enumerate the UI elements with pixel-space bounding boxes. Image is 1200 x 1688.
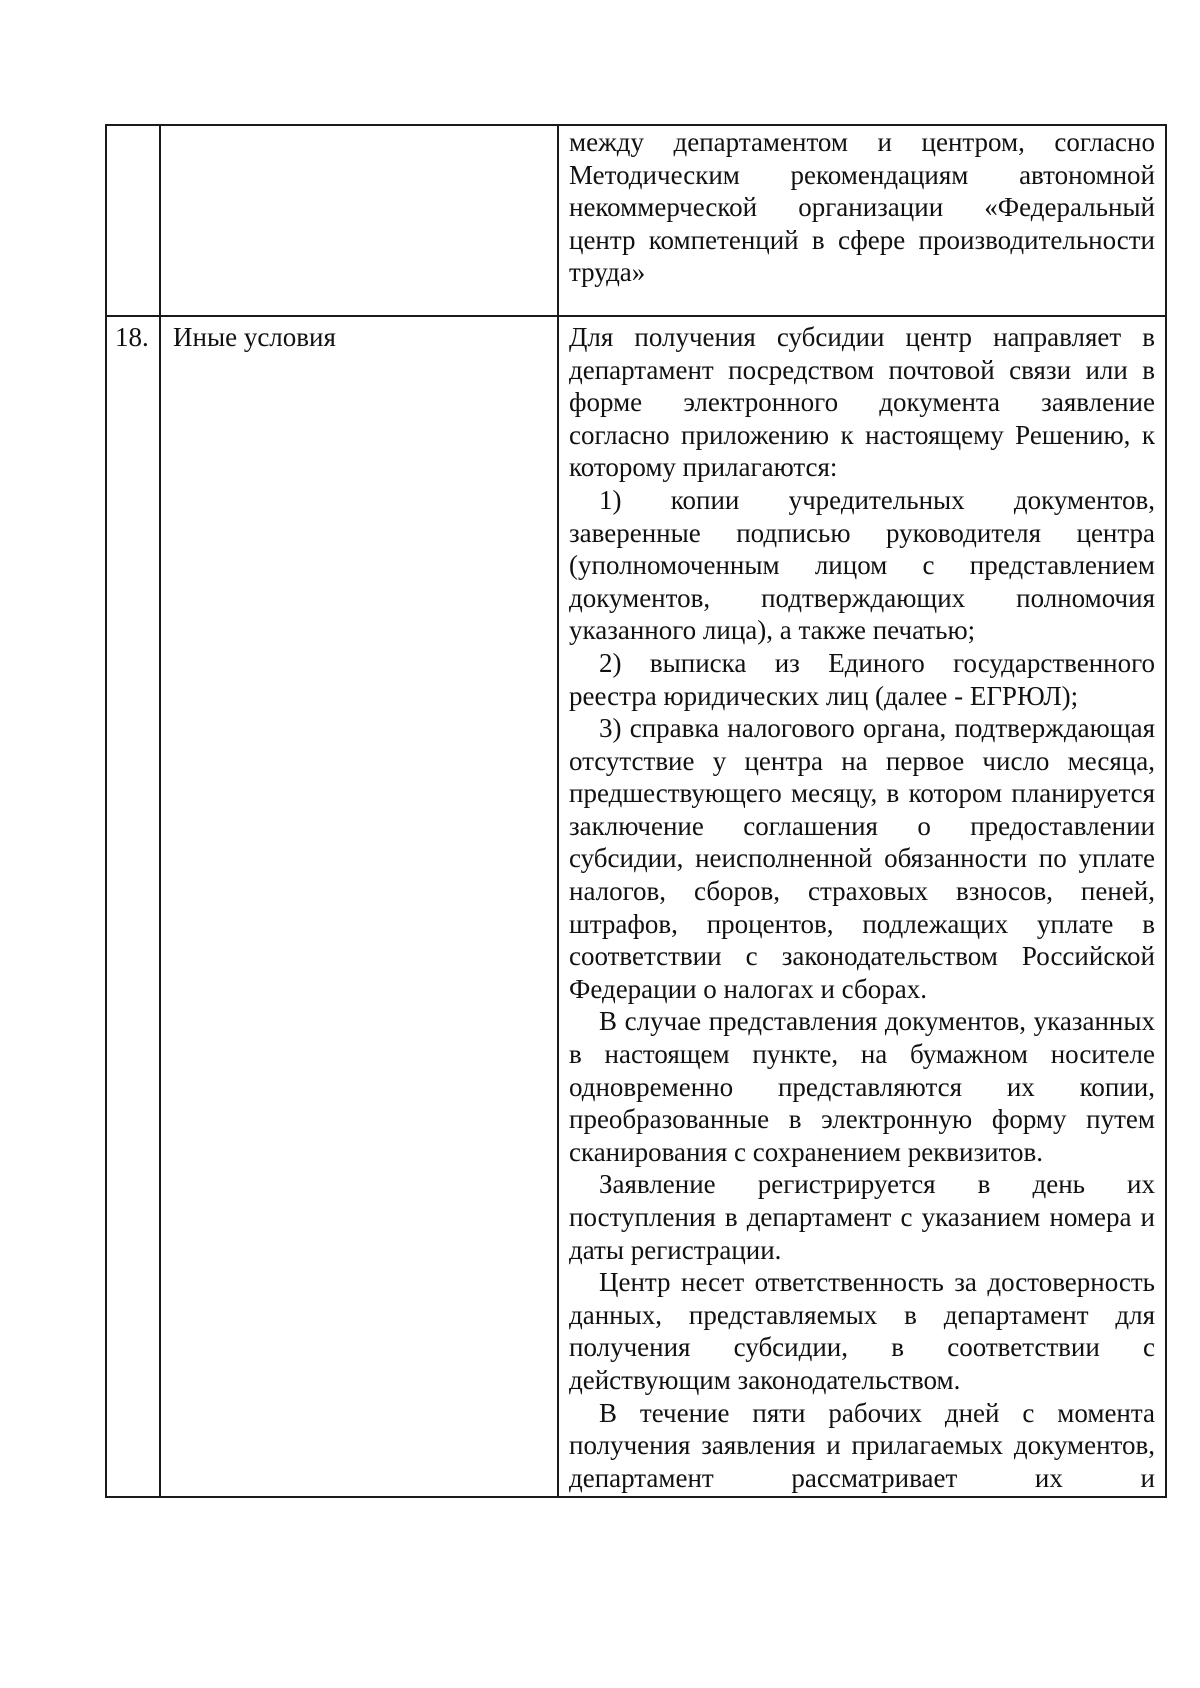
- paragraph: В течение пяти рабочих дней с момента получения заявления и прилагаемых документов, департамент рассматривает их и: [569, 1397, 1155, 1493]
- row-text-cell: [558, 316, 1166, 1497]
- list-item: 2) выписка из Единого государственного реестра юридических лиц (далее - ЕГРЮЛ);: [569, 647, 1155, 711]
- row-number-cell: [106, 125, 160, 316]
- list-item: 1) копии учредительных документов, заверенные подписью руководителя центра (уполномоченным лицом с представлением документов, подтверждающих полномочия указанного лица), а также печатью;: [569, 484, 1155, 646]
- row-text-cell: [558, 125, 1166, 316]
- paragraph: между департаментом и центром, согласно Методическим рекомендациям автономной некоммерческой организации «Федеральный центр компетенций в сфере производительности труда»: [569, 127, 1155, 288]
- row-number-cell: 18.: [106, 316, 160, 1497]
- paragraph: В случае представления документов, указанных в настоящем пункте, на бумажном носителе одновременно представляются их копии, преобразованные в электронную форму путем сканирования с сохранением реквизитов.: [569, 1006, 1155, 1167]
- paragraph: Центр несет ответственность за достоверность данных, представляемых в департамент для получения субсидии, в соответствии с действующим законодательством.: [569, 1267, 1155, 1395]
- paragraph: Для получения субсидии центр направляет в департамент посредством почтовой связи или в форме электронного документа заявление согласно приложению к настоящему Решению, к которому прилагаются:: [569, 321, 1155, 483]
- paragraph: Заявление регистрируется в день их поступления в департамент с указанием номера и даты регистрации.: [569, 1169, 1155, 1265]
- document-table: [105, 124, 1167, 1498]
- row-name-cell: [160, 125, 558, 316]
- list-item: 3) справка налогового органа, подтверждающая отсутствие у центра на первое число месяца, предшествующего месяцу, в котором планируется заключение соглашения о предоставлении субсидии, неисполненной обязанности по уплате налогов, сборов, страховых взносов, пеней, штрафов, процентов, подлежащих уплате в соответствии с законодательством Российской Федерации о налогах и сборах.: [569, 713, 1155, 1004]
- row-name-cell: Иные условия: [160, 316, 558, 1497]
- table-row: [106, 316, 1166, 1497]
- table-row: [106, 125, 1166, 316]
